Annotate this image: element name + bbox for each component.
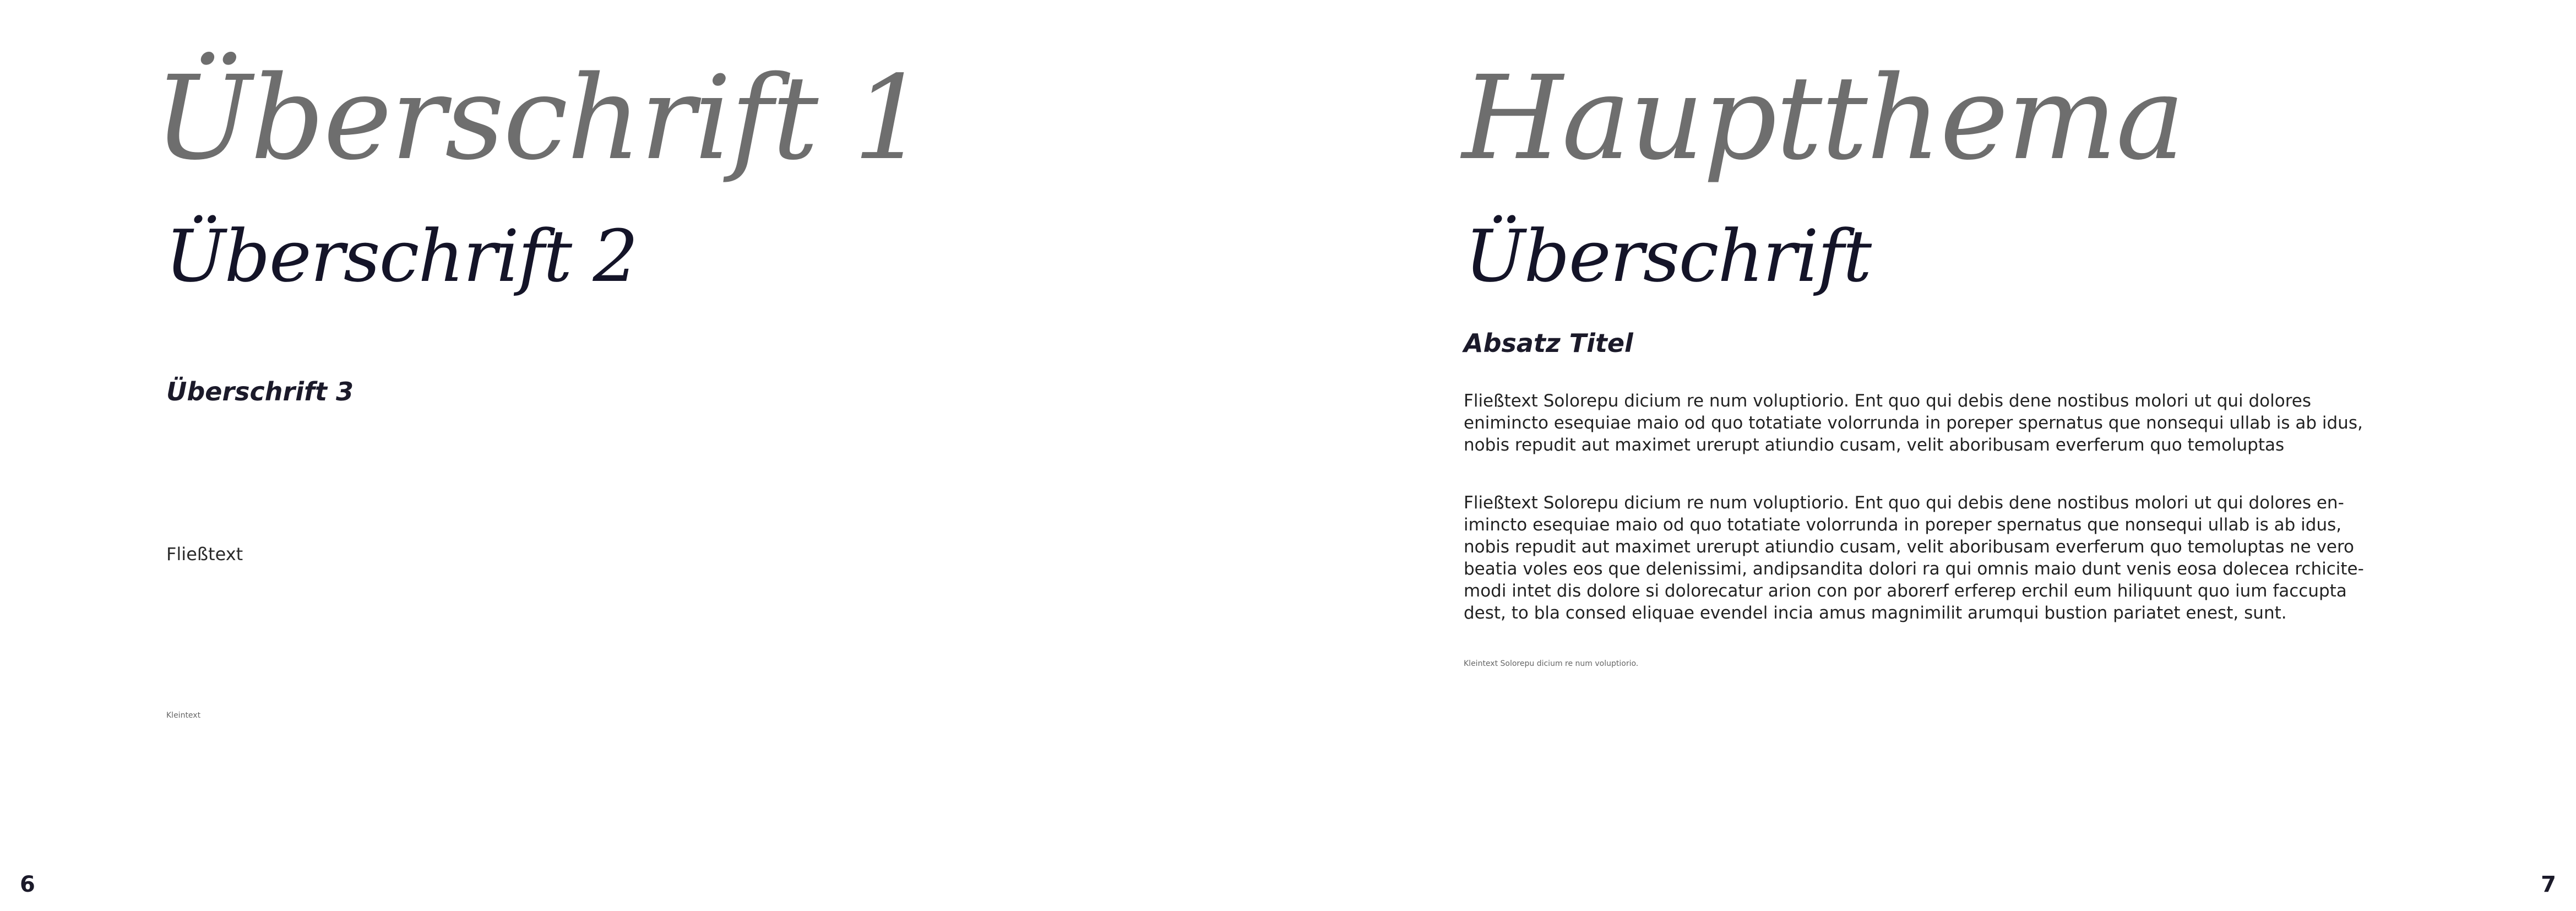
paragraph-title: Absatz Titel — [1464, 328, 1633, 358]
body-paragraph-1: Fließtext Solorepu dicium re num voluptiorio. Ent quo qui debis dene nostibus molori ut qui dolores enimincto esequiae maio od quo totatiate volorrunda in poreper spernatus que nonsequi ullab is ab idus, nobis repudit aut maximet urerupt atiundio cusam, velit aboribusam everferum quo temoluptas — [1464, 391, 2363, 455]
heading-1-sample: Überschrift 1 — [154, 51, 926, 186]
section-heading: Überschrift — [1465, 214, 1871, 298]
body-text-sample: Fließtext — [166, 544, 243, 565]
heading-3-sample: Überschrift 3 — [166, 377, 354, 406]
small-text-paragraph: Kleintext Solorepu dicium re num voluptiorio. — [1464, 659, 1639, 668]
main-topic-heading: Hauptthema — [1462, 51, 2184, 186]
body-paragraph-2: Fließtext Solorepu dicium re num voluptiorio. Ent quo qui debis dene nostibus molori ut qui dolores en-imincto esequiae maio od quo totatiate volorrunda in poreper spernatus que nonsequi ullab is ab idus, nobis repudit aut maximet urerupt atiundio cusam, velit aboribusam everferum quo temoluptas ne vero beatia voles eos que delenissimi, andipsandita dolori ra qui omnis maio dunt venis eosa dolecea rchicite-modi intet dis dolore si dolorecatur arion con por aborerf erferep erchil eum hiliquunt quo ium faccupta dest, to bla consed eliquae evendel incia amus magnimilit arumqui bustion pariatet enest, sunt. — [1464, 493, 2364, 623]
page-number-left: 6 — [20, 872, 35, 897]
page-number-right: 7 — [2541, 872, 2556, 897]
heading-2-sample: Überschrift 2 — [165, 214, 638, 298]
small-text-sample: Kleintext — [166, 711, 201, 720]
